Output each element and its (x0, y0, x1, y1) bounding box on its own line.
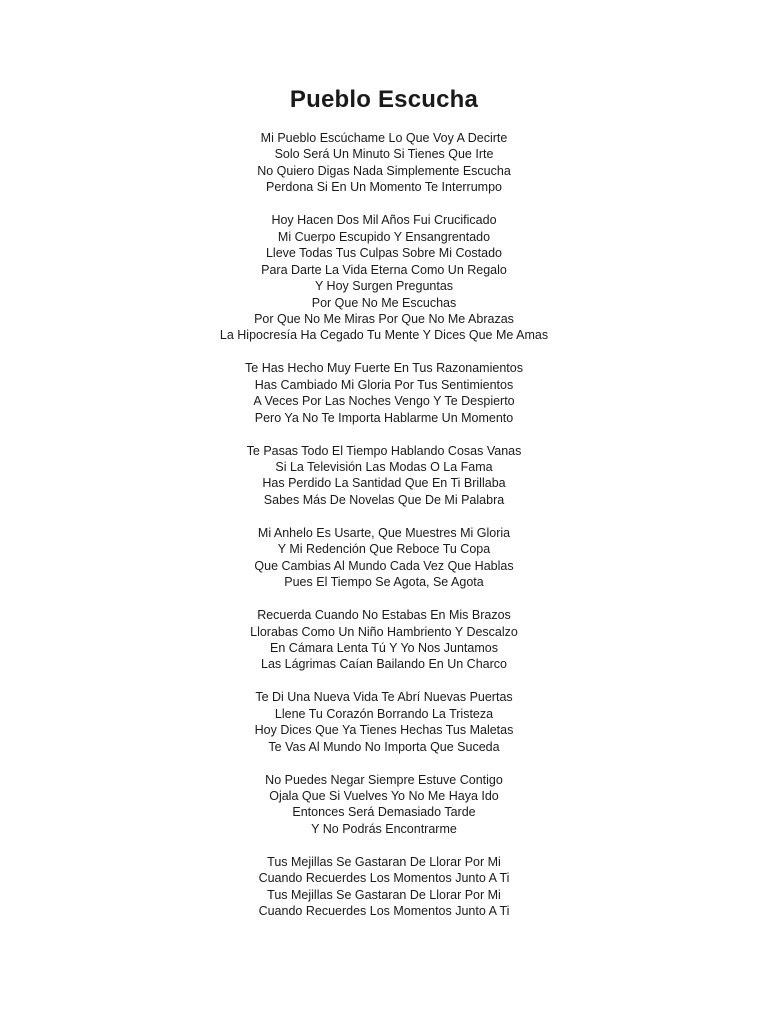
lyric-line: Perdona Si En Un Momento Te Interrumpo (265, 180, 502, 195)
stanza (0, 443, 768, 509)
stanza (0, 130, 768, 196)
lyric-line: Has Perdido La Santidad Que En Ti Brillaba (262, 476, 506, 491)
stanza (0, 854, 768, 920)
stanza (0, 772, 768, 838)
lyric-line: No Puedes Negar Siempre Estuve Contigo (265, 772, 503, 787)
lyric-line: Entonces Será Demasiado Tarde (292, 805, 476, 820)
stanza (0, 607, 768, 673)
lyric-line: Hoy Dices Que Ya Tienes Hechas Tus Maletas (254, 723, 514, 738)
lyric-line: Mi Cuerpo Escupido Y Ensangrentado (277, 229, 491, 244)
lyric-line: Ojala Que Si Vuelves Yo No Me Haya Ido (269, 789, 499, 804)
lyric-line: Pues El Tiempo Se Agota, Se Agota (284, 575, 484, 590)
lyric-line: Si La Televisión Las Modas O La Fama (275, 460, 493, 475)
lyric-line: Tus Mejillas Se Gastaran De Llorar Por Mi (267, 887, 501, 902)
lyric-line: Mi Pueblo Escúchame Lo Que Voy A Decirte (260, 131, 508, 145)
lyric-line: En Cámara Lenta Tú Y Yo Nos Juntamos (270, 640, 498, 655)
stanza (0, 360, 768, 426)
lyric-line: Pero Ya No Te Importa Hablarme Un Momento (254, 410, 514, 425)
lyric-line: Llene Tu Corazón Borrando La Tristeza (274, 706, 494, 721)
lyric-line: Has Cambiado Mi Gloria Por Tus Sentimientos (254, 377, 514, 392)
lyric-line: Solo Será Un Minuto Si Tienes Que Irte (274, 147, 494, 162)
lyric-line: Te Di Una Nueva Vida Te Abrí Nuevas Puertas (255, 690, 513, 705)
stanza (0, 525, 768, 591)
page-title: Pueblo Escucha (289, 86, 479, 113)
lyric-line: No Quiero Digas Nada Simplemente Escucha (257, 163, 511, 178)
lyric-line: Por Que No Me Escuchas (311, 295, 457, 310)
lyric-line: Por Que No Me Miras Por Que No Me Abrazas (254, 311, 514, 326)
lyric-line: Tus Mejillas Se Gastaran De Llorar Por Mi (267, 854, 501, 869)
lyric-line: Y Hoy Surgen Preguntas (314, 279, 454, 294)
lyric-line: Sabes Más De Novelas Que De Mi Palabra (263, 492, 505, 507)
lyric-line: Mi Anhelo Es Usarte, Que Muestres Mi Gloria (257, 525, 511, 540)
lyric-line: Las Lágrimas Caían Bailando En Un Charco (261, 657, 507, 672)
lyric-line: Te Vas Al Mundo No Importa Que Suceda (268, 739, 500, 754)
lyric-line: Y No Podrás Encontrarme (311, 821, 457, 836)
lyric-line: Hoy Hacen Dos Mil Años Fui Crucificado (271, 213, 497, 228)
lyrics-body (0, 130, 768, 936)
lyric-line: La Hipocresía Ha Cegado Tu Mente Y Dices Que Me Amas (219, 328, 549, 343)
lyric-line: Para Darte La Vida Eterna Como Un Regalo (261, 262, 507, 277)
lyric-line: A Veces Por Las Noches Vengo Y Te Despierto (253, 394, 515, 409)
lyric-line: Cuando Recuerdes Los Momentos Junto A Ti (258, 904, 510, 919)
lyric-line: Llorabas Como Un Niño Hambriento Y Descalzo (250, 624, 518, 639)
lyric-line: Que Cambias Al Mundo Cada Vez Que Hablas (254, 558, 514, 573)
stanza (0, 689, 768, 755)
lyric-line: Y Mi Redención Que Reboce Tu Copa (277, 542, 491, 557)
lyric-line: Lleve Todas Tus Culpas Sobre Mi Costado (265, 246, 502, 261)
lyric-line: Te Pasas Todo El Tiempo Hablando Cosas Vanas (246, 443, 522, 458)
lyric-line: Cuando Recuerdes Los Momentos Junto A Ti (258, 871, 510, 886)
stanza (0, 212, 768, 344)
lyric-line: Recuerda Cuando No Estabas En Mis Brazos (257, 608, 511, 623)
lyric-line: Te Has Hecho Muy Fuerte En Tus Razonamientos (245, 361, 523, 376)
